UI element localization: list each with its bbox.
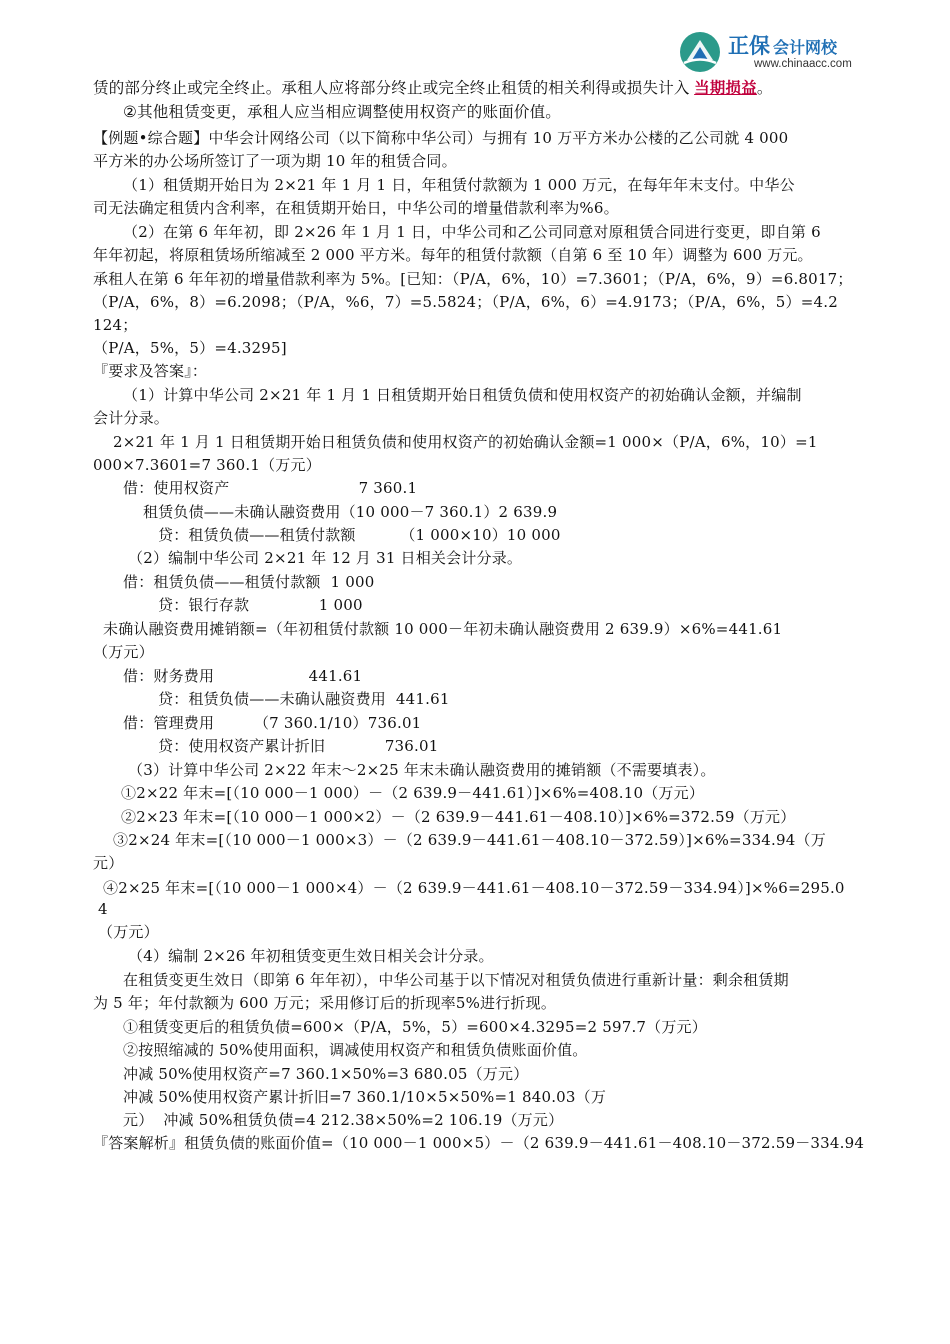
- paragraph-line-1: [93, 79, 773, 99]
- calculation-line: （万元）: [98, 923, 159, 941]
- question-line: （3）计算中华公司 2×22 年末～2×25 年末未确认融资费用的摊销额（不需要填表）。: [128, 761, 716, 779]
- section-heading: 『要求及答案』：: [93, 362, 208, 380]
- paragraph-line: ②其他租赁变更，承租人应当相应调整使用权资产的账面价值。: [123, 104, 561, 121]
- highlight-term: 当期损益: [694, 80, 757, 97]
- brand-sub: 会计网校: [773, 38, 838, 57]
- calculation-line: ④2×25 年末=[（10 000－1 000×4）－（2 639.9－441.61－408.10－372.59－334.94）]×%6=295.0: [103, 879, 845, 897]
- journal-entry-line: 借：财务费用 441.61: [123, 667, 363, 685]
- paragraph-line: 000×7.3601=7 360.1（万元）: [93, 456, 321, 474]
- calculation-line: ①租赁变更后的租赁负债=600×（P/A，5%，5）=600×4.3295=2 597.7（万元）: [123, 1018, 707, 1036]
- brand-name: [728, 30, 837, 60]
- paragraph-line: 2×21 年 1 月 1 日租赁期开始日租赁负债和使用权资产的初始确认金额=1 000×（P/A，6%，10）=1: [113, 433, 818, 451]
- para1-tail: 。: [756, 80, 773, 97]
- paragraph-line: 司无法确定租赁内含利率，在租赁期开始日，中华公司的增量借款利率为%6。: [93, 199, 619, 217]
- answer-analysis-line: 『答案解析』租赁负债的账面价值=（10 000－1 000×5）－（2 639.9－441.61－408.10－372.59－334.94: [93, 1134, 865, 1152]
- question-line: （4）编制 2×26 年初租赁变更生效日相关会计分录。: [128, 947, 494, 965]
- calculation-line: ③2×24 年末=[（10 000－1 000×3）－（2 639.9－441.61－408.10－372.59）]×6%=334.94（万: [113, 831, 826, 849]
- paragraph-line: （2）在第 6 年年初，即 2×26 年 1 月 1 日，中华公司和乙公司同意对原租赁合同进行变更，即自第 6: [123, 223, 821, 241]
- cut-off-text-fragment: [93, 30, 191, 37]
- question-line: （2）编制中华公司 2×21 年 12 月 31 日相关会计分录。: [128, 549, 523, 567]
- paragraph-line: （P/A，6%，8）=6.2098；（P/A，%6，7）=5.5824；（P/A，6%，6）=4.9173；（P/A，6%，5）=4.2: [93, 293, 838, 311]
- calculation-line: 4: [98, 900, 108, 918]
- journal-entry-line: 贷：租赁负债——租赁付款额 （1 000×10）10 000: [158, 526, 561, 544]
- calculation-line: ②2×23 年末=[（10 000－1 000×2）－（2 639.9－441.61－408.10）]×6%=372.59（万元）: [121, 808, 796, 826]
- question-line: （1）计算中华公司 2×21 年 1 月 1 日租赁期开始日租赁负债和使用权资产的初始确认金额，并编制: [123, 386, 802, 404]
- calculation-line: 冲减 50%使用权资产累计折旧=7 360.1/10×5×50%=1 840.03（万: [123, 1088, 607, 1106]
- calculation-line: ②按照缩减的 50%使用面积，调减使用权资产和租赁负债账面价值。: [123, 1041, 588, 1059]
- journal-entry-line: 借：租赁负债——租赁付款额 1 000: [123, 573, 375, 591]
- calculation-line: 冲减 50%使用权资产=7 360.1×50%=3 680.05（万元）: [123, 1065, 529, 1083]
- paragraph-line: 为 5 年；年付款额为 600 万元；采用修订后的折现率5%进行折现。: [93, 994, 557, 1012]
- brand-url: www.chinaacc.com: [754, 58, 852, 70]
- journal-entry-line: 租赁负债——未确认融资费用（10 000－7 360.1）2 639.9: [143, 503, 558, 521]
- brand-logo[interactable]: [678, 28, 878, 74]
- calculation-line: ①2×22 年末=[（10 000－1 000）－（2 639.9－441.61）]×6%=408.10（万元）: [121, 784, 705, 802]
- paragraph-line: （万元）: [93, 643, 154, 661]
- paragraph-line: （1）租赁期开始日为 2×21 年 1 月 1 日，年租赁付款额为 1 000 万元，在每年年末支付。中华公: [123, 176, 795, 194]
- brand-main: 正保: [728, 34, 770, 58]
- calculation-line: 元）: [93, 854, 124, 872]
- paragraph-line: 承租人在第 6 年年初的增量借款利率为 5%。[已知：（P/A，6%，10）=7.3601；（P/A，6%，9）=6.8017；: [93, 270, 853, 288]
- journal-entry-line: 贷：租赁负债——未确认融资费用 441.61: [158, 690, 450, 708]
- paragraph-line: 124；: [93, 316, 138, 334]
- paragraph-line: 平方米的办公场所签订了一项为期 10 年的租赁合同。: [93, 152, 457, 170]
- journal-entry-line: 贷：使用权资产累计折旧 736.01: [158, 737, 439, 755]
- logo-mark-icon: [678, 30, 722, 74]
- para1-lead: 赁的部分终止或完全终止。承租人应将部分终止或完全终止租赁的相关利得或损失计入: [93, 80, 695, 97]
- calculation-line: 元） 冲减 50%租赁负债=4 212.38×50%=2 106.19（万元）: [123, 1111, 564, 1129]
- journal-entry-line: 贷：银行存款 1 000: [158, 596, 363, 614]
- example-title: 【例题•综合题】中华会计网络公司（以下简称中华公司）与拥有 10 万平方米办公楼的乙公司就 4 000: [93, 129, 789, 147]
- paragraph-line: 在租赁变更生效日（即第 6 年年初），中华公司基于以下情况对租赁负债进行重新计量：剩余租赁期: [123, 971, 789, 989]
- paragraph-line: 未确认融资费用摊销额=（年初租赁付款额 10 000－年初未确认融资费用 2 639.9）×6%=441.61: [103, 620, 783, 638]
- question-line: 会计分录。: [93, 409, 170, 427]
- journal-entry-line: 借：使用权资产 7 360.1: [123, 479, 418, 497]
- journal-entry-line: 借：管理费用 （7 360.1/10）736.01: [123, 714, 422, 732]
- paragraph-line: 年年初起，将原租赁场所缩减至 2 000 平方米。每年的租赁付款额（自第 6 至 10 年）调整为 600 万元。: [93, 246, 813, 264]
- paragraph-line: （P/A，5%，5）=4.3295]: [93, 339, 287, 357]
